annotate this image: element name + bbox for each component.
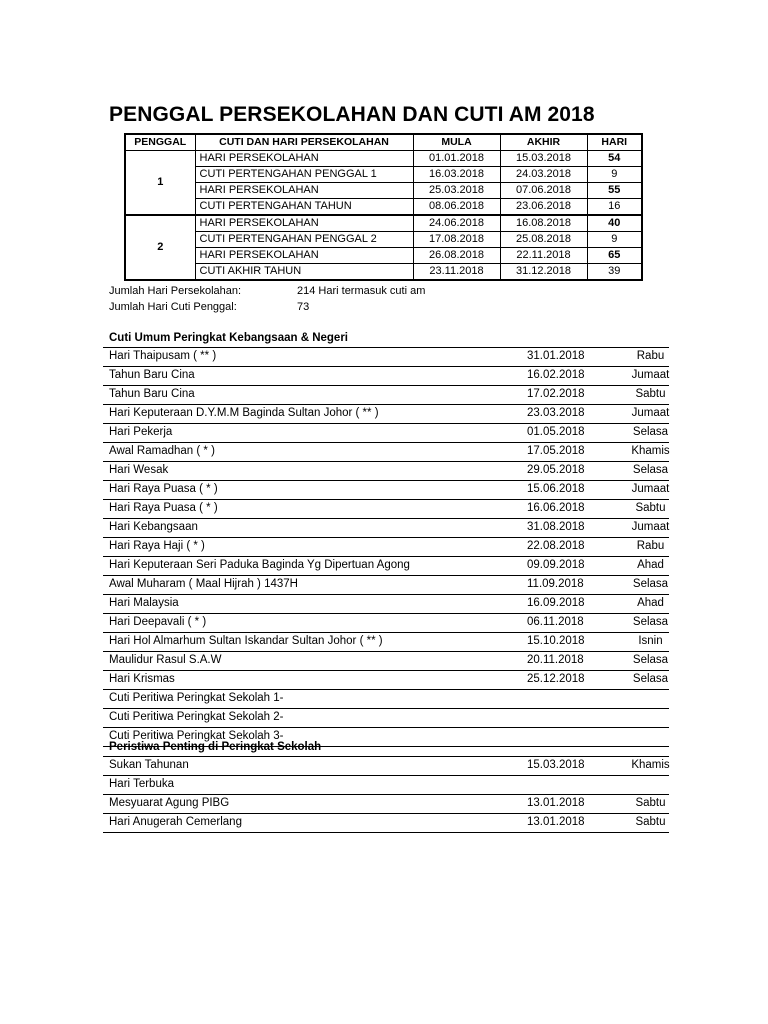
item-day: Selasa bbox=[632, 426, 669, 438]
item-date: 13.01.2018 bbox=[527, 797, 585, 809]
item-name: Mesyuarat Agung PIBG bbox=[109, 797, 230, 809]
item-day: Selasa bbox=[632, 464, 669, 476]
item-day: Jumaat bbox=[631, 407, 670, 419]
item-day: Selasa bbox=[632, 654, 669, 666]
term-table-row bbox=[125, 232, 642, 248]
term-name: HARI PERSEKOLAHAN bbox=[195, 248, 413, 264]
item-date: 29.05.2018 bbox=[527, 464, 585, 476]
term-name: HARI PERSEKOLAHAN bbox=[195, 215, 413, 232]
item-day: Ahad bbox=[637, 597, 664, 609]
item-day: Rabu bbox=[636, 540, 665, 552]
item-name: Hari Keputeraan D.Y.M.M Baginda Sultan Johor ( ** ) bbox=[109, 407, 379, 419]
summary-label: Jumlah Hari Cuti Penggal: bbox=[109, 301, 237, 313]
item-day: Khamis bbox=[631, 445, 670, 457]
term-start-date: 26.08.2018 bbox=[413, 248, 500, 264]
penggal-number: 2 bbox=[125, 215, 195, 280]
term-start-date: 17.08.2018 bbox=[413, 232, 500, 248]
list-item bbox=[103, 776, 669, 795]
item-date: 23.03.2018 bbox=[527, 407, 585, 419]
item-date: 09.09.2018 bbox=[527, 559, 585, 571]
item-name: Cuti Peritiwa Peringkat Sekolah 2- bbox=[109, 711, 284, 723]
item-date: 01.05.2018 bbox=[527, 426, 585, 438]
item-date: 06.11.2018 bbox=[527, 616, 584, 628]
term-name: CUTI PERTENGAHAN PENGGAL 1 bbox=[195, 167, 413, 183]
term-end-date: 31.12.2018 bbox=[500, 264, 587, 281]
item-day: Sabtu bbox=[635, 816, 666, 828]
item-name: Cuti Peritiwa Peringkat Sekolah 1- bbox=[109, 692, 284, 704]
item-name: Maulidur Rasul S.A.W bbox=[109, 654, 222, 666]
item-name: Hari Deepavali ( * ) bbox=[109, 616, 207, 628]
summary-value: 73 bbox=[297, 301, 310, 313]
header-cuti: CUTI DAN HARI PERSEKOLAHAN bbox=[195, 134, 413, 151]
term-start-date: 25.03.2018 bbox=[413, 183, 500, 199]
list-item bbox=[103, 424, 669, 443]
term-table bbox=[124, 133, 643, 281]
list-item bbox=[103, 690, 669, 709]
item-name: Awal Muharam ( Maal Hijrah ) 1437H bbox=[109, 578, 298, 590]
term-start-date: 23.11.2018 bbox=[413, 264, 500, 281]
item-name: Hari Thaipusam ( ** ) bbox=[109, 350, 217, 362]
item-name: Cuti Peritiwa Peringkat Sekolah 3- bbox=[109, 730, 284, 742]
list-item bbox=[103, 576, 669, 595]
list-item bbox=[103, 652, 669, 671]
term-days: 9 bbox=[587, 232, 642, 248]
list-item bbox=[103, 348, 669, 367]
item-day: Sabtu bbox=[635, 388, 666, 400]
term-end-date: 16.08.2018 bbox=[500, 215, 587, 232]
summary-value: 214 Hari termasuk cuti am bbox=[297, 285, 426, 297]
list-item bbox=[103, 443, 669, 462]
item-name: Hari Keputeraan Seri Paduka Baginda Yg Dipertuan Agong bbox=[109, 559, 410, 571]
list-item bbox=[103, 557, 669, 576]
term-days: 9 bbox=[587, 167, 642, 183]
item-name: Hari Terbuka bbox=[109, 778, 174, 790]
term-start-date: 08.06.2018 bbox=[413, 199, 500, 216]
header-hari: HARI bbox=[587, 134, 642, 151]
term-end-date: 07.06.2018 bbox=[500, 183, 587, 199]
item-date: 22.08.2018 bbox=[527, 540, 585, 552]
item-name: Tahun Baru Cina bbox=[109, 369, 195, 381]
term-end-date: 15.03.2018 bbox=[500, 151, 587, 167]
public-holidays-title: Cuti Umum Peringkat Kebangsaan & Negeri bbox=[109, 332, 348, 344]
item-name: Hari Anugerah Cemerlang bbox=[109, 816, 242, 828]
item-date: 25.12.2018 bbox=[527, 673, 585, 685]
list-item bbox=[103, 595, 669, 614]
item-name: Hari Raya Puasa ( * ) bbox=[109, 502, 218, 514]
penggal-number: 1 bbox=[125, 151, 195, 216]
list-item bbox=[103, 757, 669, 776]
term-days: 39 bbox=[587, 264, 642, 281]
term-name: HARI PERSEKOLAHAN bbox=[195, 151, 413, 167]
list-item bbox=[103, 633, 669, 652]
item-name: Hari Krismas bbox=[109, 673, 175, 685]
term-days: 65 bbox=[587, 248, 642, 264]
list-item bbox=[103, 671, 669, 690]
list-item bbox=[103, 614, 669, 633]
item-date: 15.03.2018 bbox=[527, 759, 585, 771]
item-date: 31.08.2018 bbox=[527, 521, 585, 533]
page-title: PENGGAL PERSEKOLAHAN DAN CUTI AM 2018 bbox=[109, 103, 595, 126]
term-table-row bbox=[125, 167, 642, 183]
item-name: Hari Raya Puasa ( * ) bbox=[109, 483, 218, 495]
item-day: Jumaat bbox=[631, 521, 670, 533]
header-akhir: AKHIR bbox=[500, 134, 587, 151]
term-days: 40 bbox=[587, 215, 642, 232]
item-date: 31.01.2018 bbox=[527, 350, 585, 362]
term-name: HARI PERSEKOLAHAN bbox=[195, 183, 413, 199]
item-day: Rabu bbox=[636, 350, 665, 362]
school-events-list bbox=[103, 756, 669, 833]
item-name: Hari Hol Almarhum Sultan Iskandar Sultan Johor ( ** ) bbox=[109, 635, 383, 647]
term-start-date: 16.03.2018 bbox=[413, 167, 500, 183]
term-table-header bbox=[125, 134, 642, 151]
list-item bbox=[103, 405, 669, 424]
term-start-date: 24.06.2018 bbox=[413, 215, 500, 232]
school-events-title: Peristiwa Penting di Peringkat Sekolah bbox=[109, 741, 322, 753]
item-date: 13.01.2018 bbox=[527, 816, 585, 828]
item-date: 16.02.2018 bbox=[527, 369, 585, 381]
list-item bbox=[103, 481, 669, 500]
item-day: Sabtu bbox=[635, 797, 666, 809]
term-table-row bbox=[125, 183, 642, 199]
item-date: 16.09.2018 bbox=[527, 597, 585, 609]
term-name: CUTI AKHIR TAHUN bbox=[195, 264, 413, 281]
term-end-date: 24.03.2018 bbox=[500, 167, 587, 183]
list-item bbox=[103, 462, 669, 481]
item-date: 20.11.2018 bbox=[527, 654, 584, 666]
summary-label: Jumlah Hari Persekolahan: bbox=[109, 285, 242, 297]
term-days: 55 bbox=[587, 183, 642, 199]
item-day: Selasa bbox=[632, 616, 669, 628]
item-name: Sukan Tahunan bbox=[109, 759, 189, 771]
list-item bbox=[103, 709, 669, 728]
header-mula: MULA bbox=[413, 134, 500, 151]
term-end-date: 23.06.2018 bbox=[500, 199, 587, 216]
list-item bbox=[103, 500, 669, 519]
item-date: 15.10.2018 bbox=[527, 635, 585, 647]
item-day: Jumaat bbox=[631, 369, 670, 381]
item-date: 17.02.2018 bbox=[527, 388, 585, 400]
list-item bbox=[103, 367, 669, 386]
term-end-date: 22.11.2018 bbox=[500, 248, 587, 264]
term-name: CUTI PERTENGAHAN TAHUN bbox=[195, 199, 413, 216]
item-name: Hari Kebangsaan bbox=[109, 521, 198, 533]
term-name: CUTI PERTENGAHAN PENGGAL 2 bbox=[195, 232, 413, 248]
item-name: Hari Raya Haji ( * ) bbox=[109, 540, 205, 552]
term-table-row bbox=[125, 248, 642, 264]
term-table-row bbox=[125, 264, 642, 281]
term-days: 54 bbox=[587, 151, 642, 167]
list-item bbox=[103, 814, 669, 833]
public-holidays-list bbox=[103, 347, 669, 747]
header-penggal: PENGGAL bbox=[125, 134, 195, 151]
item-name: Awal Ramadhan ( * ) bbox=[109, 445, 215, 457]
term-table-row bbox=[125, 151, 642, 167]
term-start-date: 01.01.2018 bbox=[413, 151, 500, 167]
list-item bbox=[103, 795, 669, 814]
item-day: Jumaat bbox=[631, 483, 670, 495]
item-day: Selasa bbox=[632, 578, 669, 590]
term-end-date: 25.08.2018 bbox=[500, 232, 587, 248]
item-day: Khamis bbox=[631, 759, 670, 771]
item-day: Ahad bbox=[637, 559, 664, 571]
item-name: Hari Wesak bbox=[109, 464, 169, 476]
term-table-row bbox=[125, 199, 642, 216]
item-day: Sabtu bbox=[635, 502, 666, 514]
list-item bbox=[103, 538, 669, 557]
list-item bbox=[103, 519, 669, 538]
item-day: Selasa bbox=[632, 673, 669, 685]
item-date: 11.09.2018 bbox=[527, 578, 584, 590]
item-name: Hari Pekerja bbox=[109, 426, 173, 438]
item-day: Isnin bbox=[638, 635, 663, 647]
item-date: 16.06.2018 bbox=[527, 502, 585, 514]
item-name: Hari Malaysia bbox=[109, 597, 179, 609]
list-item bbox=[103, 386, 669, 405]
item-name: Tahun Baru Cina bbox=[109, 388, 195, 400]
term-table-row bbox=[125, 215, 642, 232]
item-date: 15.06.2018 bbox=[527, 483, 585, 495]
item-date: 17.05.2018 bbox=[527, 445, 585, 457]
term-days: 16 bbox=[587, 199, 642, 216]
